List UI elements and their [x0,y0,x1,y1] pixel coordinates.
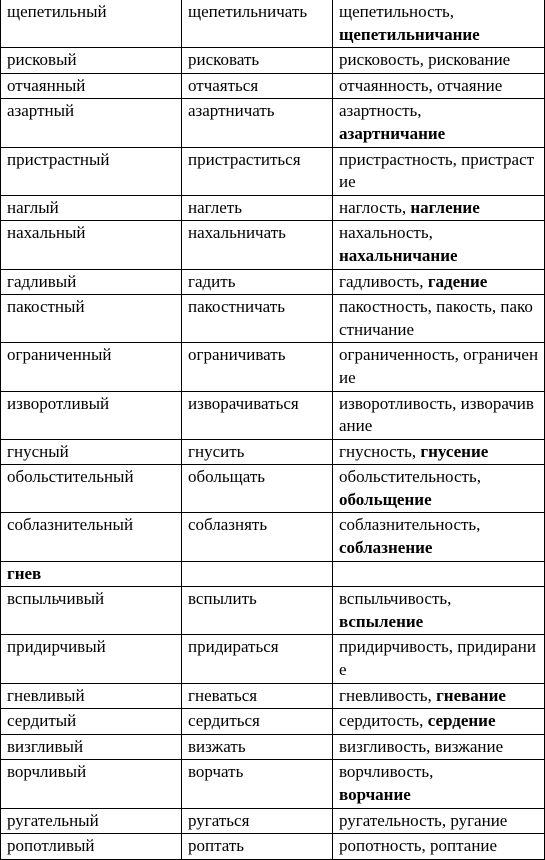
adjective-cell [1,48,182,74]
adjective-text: рисковый [7,50,77,70]
table-row [1,587,545,635]
adjective-text: нахальный [7,223,86,243]
noun-text: наглость, [339,197,411,217]
noun-bold-text: гневание [436,685,506,705]
adjective-text: гнев [7,563,42,583]
adjective-text: вспыльчивый [7,589,105,609]
noun-text: визгливость, визжание [339,736,504,756]
noun-text: пакостность, пакость, пакостничание [339,297,533,339]
noun-cell [333,760,545,808]
table-row [1,760,545,808]
noun-cell [333,99,545,147]
noun-bold-text: щепетильничание [339,24,480,44]
verb-text: ругаться [188,810,250,830]
noun-bold-text: обольщение [339,489,432,509]
adjective-text: наглый [7,197,59,217]
verb-cell [182,439,333,465]
adjective-cell [1,195,182,221]
verb-cell [182,391,333,439]
noun-cell [333,73,545,99]
verb-cell [182,343,333,391]
verb-text: отчаяться [188,75,259,95]
noun-bold-text: сердение [427,711,496,731]
adjective-cell [1,834,182,860]
verb-cell [182,734,333,760]
adjective-cell [1,513,182,561]
verb-text: ворчать [188,762,244,782]
noun-cell [333,0,545,48]
noun-text: соблазнительность, [339,515,481,535]
verb-cell [182,269,333,295]
verb-text: изворачиваться [188,393,299,413]
adjective-text: гневливый [7,685,85,705]
verb-cell [182,808,333,834]
noun-cell [333,513,545,561]
verb-cell [182,99,333,147]
noun-text: ропотность, роптание [339,836,498,856]
adjective-cell [1,439,182,465]
table-row [1,808,545,834]
noun-text: обольстительность, [339,467,481,487]
table-row [1,561,545,587]
verb-cell [182,561,333,587]
noun-text: изворотливость, изворачивание [339,393,534,436]
table-row [1,465,545,513]
verb-cell [182,465,333,513]
table-row [1,221,545,269]
adjective-cell [1,343,182,391]
adjective-cell [1,561,182,587]
noun-cell [333,391,545,439]
verb-text: пакостничать [188,297,285,317]
table-row [1,709,545,735]
noun-bold-text: ворчание [339,785,411,804]
noun-cell [333,808,545,834]
verb-cell [182,221,333,269]
verb-text: ограничивать [188,345,286,365]
noun-text: щепетильность, [339,2,455,21]
adjective-text: изворотливый [7,393,110,413]
adjective-cell [1,683,182,709]
adjective-text: сердитый [7,711,77,731]
noun-bold-text: азартничание [339,123,446,143]
verb-text: гадить [188,271,236,291]
adjective-text: ограниченный [7,345,112,365]
verb-cell [182,834,333,860]
table-row [1,683,545,709]
noun-cell [333,587,545,635]
verb-text: роптать [188,836,245,856]
adjective-cell [1,73,182,99]
noun-cell [333,709,545,735]
verb-text: пристраститься [188,149,301,169]
verb-cell [182,295,333,343]
verb-text: рисковать [188,50,260,70]
adjective-text: азартный [7,101,75,121]
noun-text: гневливость, [339,685,437,705]
verb-cell [182,760,333,808]
verb-cell [182,195,333,221]
table-row [1,195,545,221]
noun-bold-text: гадение [427,271,488,291]
noun-bold-text: соблазнение [339,538,433,558]
verb-text: нахальничать [188,223,286,243]
noun-cell [333,465,545,513]
noun-bold-text: гнусение [420,441,489,461]
table-row [1,343,545,391]
adjective-cell [1,734,182,760]
adjective-cell [1,0,182,48]
table-row [1,48,545,74]
adjective-cell [1,808,182,834]
adjective-cell [1,147,182,195]
adjective-text: ропотливый [7,836,95,856]
adjective-cell [1,587,182,635]
table-body [1,0,545,859]
noun-text: азартность, [339,101,422,121]
noun-bold-text: нагление [410,197,480,217]
noun-cell [333,343,545,391]
noun-cell [333,834,545,860]
verb-cell [182,0,333,48]
noun-text: вспыльчивость, [339,589,452,609]
verb-cell [182,147,333,195]
adjective-cell [1,709,182,735]
verb-text: сердиться [188,711,260,731]
noun-cell [333,439,545,465]
adjective-text: пристрастный [7,149,110,169]
table-row [1,295,545,343]
table-row [1,439,545,465]
verb-text: обольщать [188,467,266,487]
noun-text: рисковость, рискование [339,50,511,70]
verb-text: щепетильничать [188,2,308,21]
adjective-cell [1,465,182,513]
adjective-text: ругательный [7,810,99,830]
noun-text: ругательность, ругание [339,810,508,830]
table-row [1,269,545,295]
noun-bold-text: нахальничание [339,245,458,265]
table-row [1,99,545,147]
noun-cell [333,561,545,587]
adjective-cell [1,99,182,147]
verb-text: гневаться [188,685,258,705]
noun-text: нахальность, [339,223,433,243]
table-row [1,834,545,860]
table-row [1,734,545,760]
adjective-text: обольстительный [7,467,134,487]
verb-cell [182,635,333,683]
adjective-cell [1,760,182,808]
adjective-cell [1,269,182,295]
noun-text: ограниченность, ограничение [339,345,539,387]
verb-text: придираться [188,637,279,657]
adjective-cell [1,635,182,683]
noun-cell [333,221,545,269]
adjective-text: отчаянный [7,75,86,95]
noun-text: отчаянность, отчаяние [339,75,503,95]
verb-cell [182,73,333,99]
table-row [1,635,545,683]
noun-cell [333,635,545,683]
noun-cell [333,195,545,221]
adjective-text: соблазнительный [7,515,134,535]
table-row [1,147,545,195]
noun-bold-text: вспыление [339,611,424,631]
noun-cell [333,269,545,295]
noun-text: сердитость, [339,711,428,731]
verb-cell [182,513,333,561]
verb-text: визжать [188,736,246,756]
noun-text: ворчливость, [339,762,434,782]
verb-text: азартничать [188,101,275,121]
noun-cell [333,295,545,343]
adjective-text: придирчивый [7,637,106,657]
verb-text: гнусить [188,441,245,461]
noun-cell [333,48,545,74]
verb-cell [182,683,333,709]
verb-cell [182,587,333,635]
verb-cell [182,48,333,74]
adjective-text: гнусный [7,441,69,461]
noun-text: придирчивость, придирание [339,637,536,680]
noun-text: гнусность, [339,441,421,461]
verb-text: наглеть [188,197,242,217]
noun-cell [333,147,545,195]
adjective-text: гадливый [7,271,77,291]
adjective-text: пакостный [7,297,85,317]
noun-text: гадливость, [339,271,428,291]
noun-cell [333,734,545,760]
table-row [1,73,545,99]
adjective-cell [1,391,182,439]
verb-text: вспылить [188,589,257,609]
adjective-text: ворчливый [7,762,87,782]
verb-cell [182,709,333,735]
adjective-cell [1,295,182,343]
table-row [1,513,545,561]
table-row [1,0,545,48]
adjective-cell [1,221,182,269]
adjective-text: визгливый [7,736,84,756]
noun-cell [333,683,545,709]
adjective-text: щепетильный [7,2,107,21]
table-row [1,391,545,439]
noun-text: пристрастность, пристрастие [339,149,535,192]
verb-text: соблазнять [188,515,268,535]
